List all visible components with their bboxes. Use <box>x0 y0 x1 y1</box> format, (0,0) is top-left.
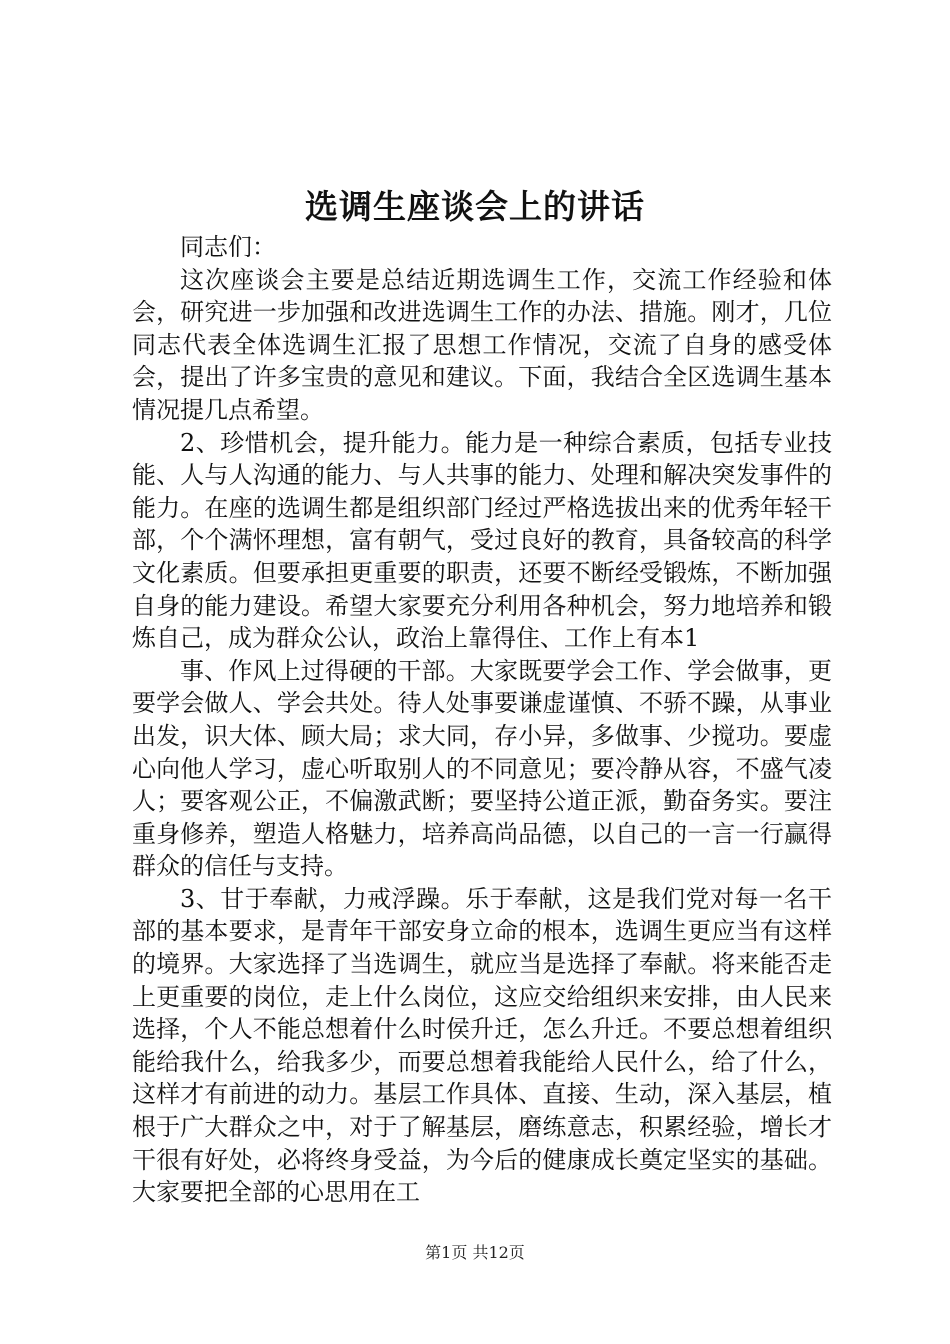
document-body <box>132 231 832 1209</box>
greeting: 同志们： <box>180 233 276 261</box>
paragraph-point-2: 2、珍惜机会，提升能力。能力是一种综合素质，包括专业技能、人与人沟通的能力、与人共事的能力、处理和解决突发事件的能力。在座的选调生都是组织部门经过严格选拔出来的优秀年轻干部，个个满怀理想，富有朝气，受过良好的教育，具备较高的科学文化素质。但要承担更重要的职责，还要不断经受锻炼，不断加强自身的能力建设。希望大家要充分利用各种机会，努力地培养和锻炼自己，成为群众公认，政治上靠得住、工作上有本1 <box>132 428 832 653</box>
paragraph-continuation: 事、作风上过得硬的干部。大家既要学会工作、学会做事，更要学会做人、学会共处。待人处事要谦虚谨慎、不骄不躁，从事业出发，识大体、顾大局；求大同，存小异，多做事、少搅功。要虚心向他人学习，虚心听取别人的不同意见；要冷静从容，不盛气凌人；要客观公正，不偏激武断；要坚持公道正派，勤奋务实。要注重身修养，塑造人格魅力，培养高尚品德，以自己的一言一行赢得群众的信任与支持。 <box>132 656 832 881</box>
paragraph-point-3: 3、甘于奉献，力戒浮躁。乐于奉献，这是我们党对每一名干部的基本要求，是青年干部安身立命的根本，选调生更应当有这样的境界。大家选择了当选调生，就应当是选择了奉献。将来能否走上更重要的岗位，走上什么岗位，这应交给组织来安排，由人民来选择，个人不能总想着什么时侯升迁，怎么升迁。不要总想着组织能给我什么，给我多少，而要总想着我能给人民什么，给了什么，这样才有前进的动力。基层工作具体、直接、生动，深入基层，植根于广大群众之中，对于了解基层，磨练意志，积累经验，增长才干很有好处，必将终身受益，为今后的健康成长奠定坚实的基础。大家要把全部的心思用在工 <box>132 884 832 1207</box>
document-title: 选调生座谈会上的讲话 <box>305 187 645 226</box>
page-number-footer: 第1页 共12页 <box>425 1243 525 1262</box>
paragraph-intro: 这次座谈会主要是总结近期选调生工作，交流工作经验和体会，研究进一步加强和改进选调生工作的办法、措施。刚才，几位同志代表全体选调生汇报了思想工作情况，交流了自身的感受体会，提出了许多宝贵的意见和建议。下面，我结合全区选调生基本情况提几点希望。 <box>132 265 832 424</box>
